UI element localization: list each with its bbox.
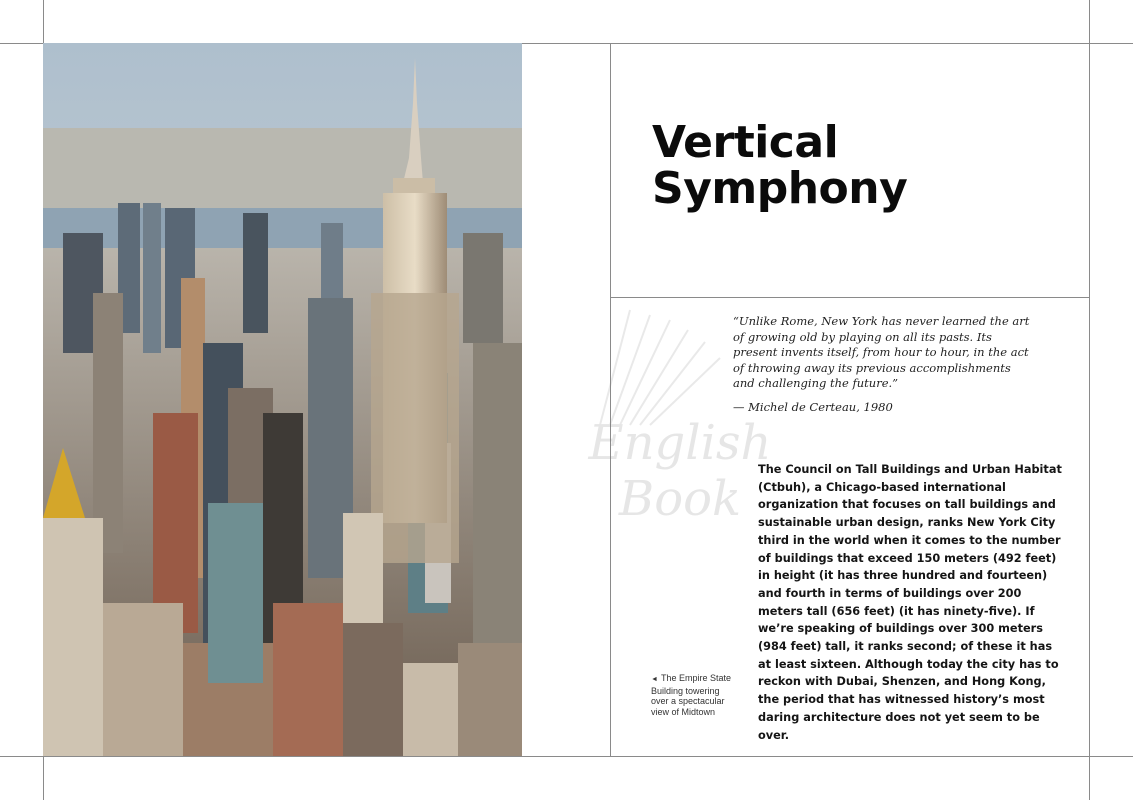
guide-line-title-divider: [610, 297, 1089, 298]
title-line-2: Symphony: [652, 163, 908, 214]
photo-manhattan-skyline: [43, 43, 522, 756]
caption-arrow-icon: ◄: [651, 676, 658, 683]
quote-author: — Michel de Certeau, 1980: [733, 399, 893, 414]
body-paragraph: The Council on Tall Buildings and Urban Habitat (Ctbuh), a Chicago-based international organization that focuses on tall buildings and sustainable urban design, ranks New York City third in the world when it comes to the number of buildings that exceed 150 meters (492 feet) in height (it has three hundred and fourteen) and fourth in terms of buildings over 200 meters tall (656 feet) (it has ninety-five). If we’re speaking of buildings over 300 meters (984 feet) tall, it ranks second; of these it has at least sixteen. Although today the city has to reckon with Dubai, Shenzen, and Hong Kong, the period that has witnessed history’s most daring architecture does not yet seem to be over.: [758, 463, 1062, 742]
photo-caption: [651, 673, 731, 717]
page-title: [652, 117, 1072, 214]
caption-text: The Empire State Building towering over a spectacular view of Midtown: [651, 673, 731, 717]
skyline-illustration: [43, 43, 522, 756]
guide-line-column: [610, 43, 611, 756]
title-line-1: Vertical: [652, 117, 839, 168]
quote-text: “Unlike Rome, New York has never learned the art of growing old by playing on all its pasts. Its present invents itself, from hour to hour, in the act of throwing away its previous accomplishments and challenging the future.”: [733, 314, 1030, 390]
watermark-text: English Book: [588, 415, 772, 527]
epigraph-quote: [733, 314, 1033, 415]
distant-city: [43, 128, 522, 218]
guide-line-bottom: [0, 756, 1133, 757]
guide-line-right: [1089, 0, 1090, 800]
